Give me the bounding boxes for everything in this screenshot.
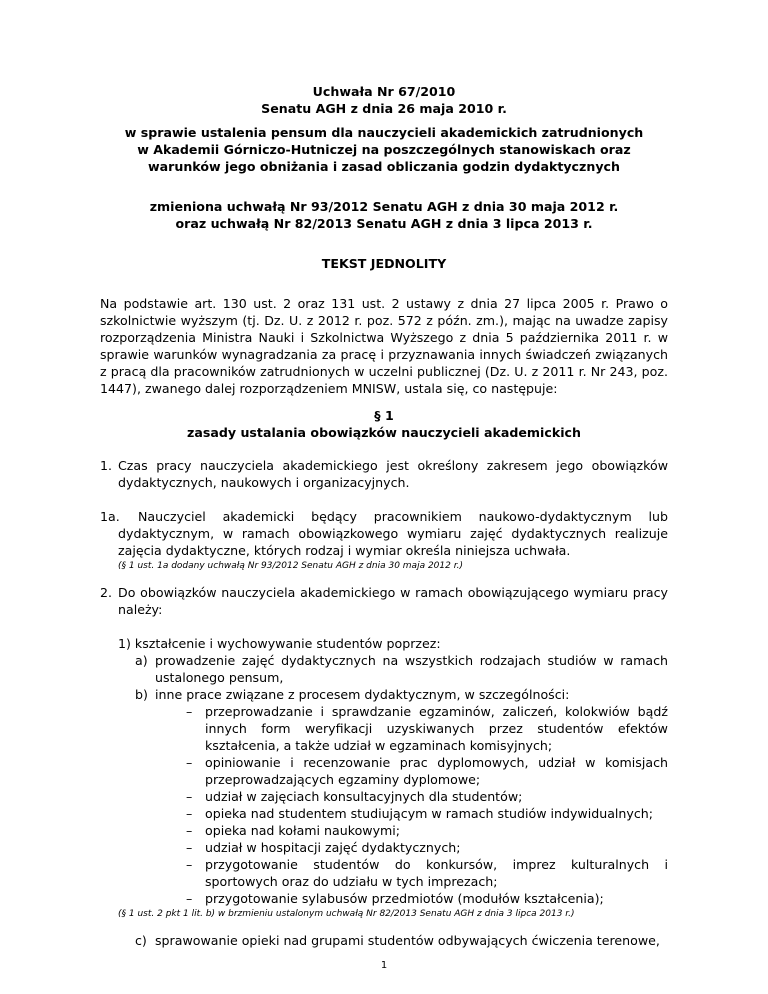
letter-text: prowadzenie zajęć dydaktycznych na wszystkich rodzajach studiów w ramach ustalonego pensum, [155, 653, 668, 685]
resolution-title [100, 83, 668, 117]
dash-marker: – [186, 755, 193, 770]
letter-text: inne prace związane z procesem dydaktycznym, w szczególności: [155, 687, 570, 702]
subpoint-text: 1) kształcenie i wychowywanie studentów poprzez: [118, 636, 441, 651]
subject-line: w Akademii Górniczo-Hutniczej na poszczególnych stanowiskach oraz [137, 142, 631, 157]
dash-marker: – [186, 704, 193, 719]
resolution-subject [100, 124, 668, 175]
dash-marker: – [186, 891, 193, 906]
unified-text-heading: TEKST JEDNOLITY [321, 256, 447, 271]
page-number: 1 [380, 960, 388, 971]
dash-item: przygotowanie studentów do konkursów, imprez kulturalnych i sportowych oraz do udziału w tych imprezach; [205, 857, 668, 889]
dash-marker: – [186, 806, 193, 821]
dash-marker: – [186, 840, 193, 855]
letter-number: b) [135, 687, 148, 702]
dash-item: udział w hospitacji zajęć dydaktycznych; [205, 840, 461, 855]
amendment-footnote: (§ 1 ust. 2 pkt 1 lit. b) w brzmieniu ustalonym uchwałą Nr 82/2013 Senatu AGH z dnia 3 lipca 2013 r.) [118, 909, 575, 919]
point-number: 1. [100, 458, 113, 473]
amendment-line: zmieniona uchwałą Nr 93/2012 Senatu AGH z dnia 30 maja 2012 r. [149, 199, 619, 214]
dash-item: przeprowadzanie i sprawdzanie egzaminów, zaliczeń, kolokwiów bądź innych form weryfikacji uzyskiwanych przez studentów efektów kształcenia, a także udział w egzaminach komisyjnych; [205, 704, 668, 753]
resolution-date: Senatu AGH z dnia 26 maja 2010 r. [261, 101, 507, 116]
point-text: Czas pracy nauczyciela akademickiego jest określony zakresem jego obowiązków dydaktycznych, naukowych i organizacyjnych. [118, 458, 668, 490]
point-number: 1a. [100, 509, 120, 524]
dash-item: opieka nad kołami naukowymi; [205, 823, 401, 838]
point-number: 2. [100, 585, 113, 600]
letter-text: sprawowanie opieki nad grupami studentów odbywających ćwiczenia terenowe, [155, 933, 660, 948]
letter-number: a) [135, 653, 148, 668]
dash-item: opieka nad studentem studiującym w ramach studiów indywidualnych; [205, 806, 653, 821]
letter-number: c) [135, 933, 147, 948]
subject-line: warunków jego obniżania i zasad obliczania godzin dydaktycznych [148, 159, 620, 174]
subject-line: w sprawie ustalenia pensum dla nauczycieli akademickich zatrudnionych [124, 125, 644, 140]
section-number: § 1 [374, 408, 394, 423]
dash-marker: – [186, 789, 193, 804]
section-heading [100, 407, 668, 441]
dash-marker: – [186, 823, 193, 838]
preamble: Na podstawie art. 130 ust. 2 oraz 131 ust. 2 ustawy z dnia 27 lipca 2005 r. Prawo o szkolnictwie wyższym (tj. Dz. U. z 2012 r. poz. 572 z późn. zm.), mając na uwadze zapisy rozporządzenia Ministra Nauki i Szkolnictwa Wyższego z dnia 5 października 2011 r. w sprawie warunków wynagradzania za pracę i przyznawania innych świadczeń związanych z pracą dla pracowników zatrudnionych w uczelni publicznej (Dz. U. z 2011 r. Nr 243, poz. 1447), zwanego dalej rozporządzeniem MNISW, ustala się, co następuje: [100, 296, 668, 396]
amendment-line: oraz uchwałą Nr 82/2013 Senatu AGH z dnia 3 lipca 2013 r. [175, 216, 593, 231]
point-text: Do obowiązków nauczyciela akademickiego w ramach obowiązującego wymiaru pracy należy: [118, 585, 668, 617]
amendment-footnote: (§ 1 ust. 1a dodany uchwałą Nr 93/2012 Senatu AGH z dnia 30 maja 2012 r.) [118, 561, 463, 571]
dash-item: opiniowanie i recenzowanie prac dyplomowych, udział w komisjach przeprowadzających egzaminy dyplomowe; [205, 755, 668, 787]
dash-marker: – [186, 857, 193, 872]
amendments-note [100, 198, 668, 232]
dash-item: przygotowanie sylabusów przedmiotów (modułów kształcenia); [205, 891, 604, 906]
point-text: Nauczyciel akademicki będący pracownikiem naukowo-dydaktycznym lub dydaktycznym, w ramach obowiązkowego wymiaru zajęć dydaktycznych realizuje zajęcia dydaktyczne, których rodzaj i wymiar określa niniejsza uchwała. [118, 509, 668, 558]
section-title: zasady ustalania obowiązków nauczycieli akademickich [187, 425, 581, 440]
resolution-number: Uchwała Nr 67/2010 [312, 84, 456, 99]
dash-item: udział w zajęciach konsultacyjnych dla studentów; [205, 789, 523, 804]
